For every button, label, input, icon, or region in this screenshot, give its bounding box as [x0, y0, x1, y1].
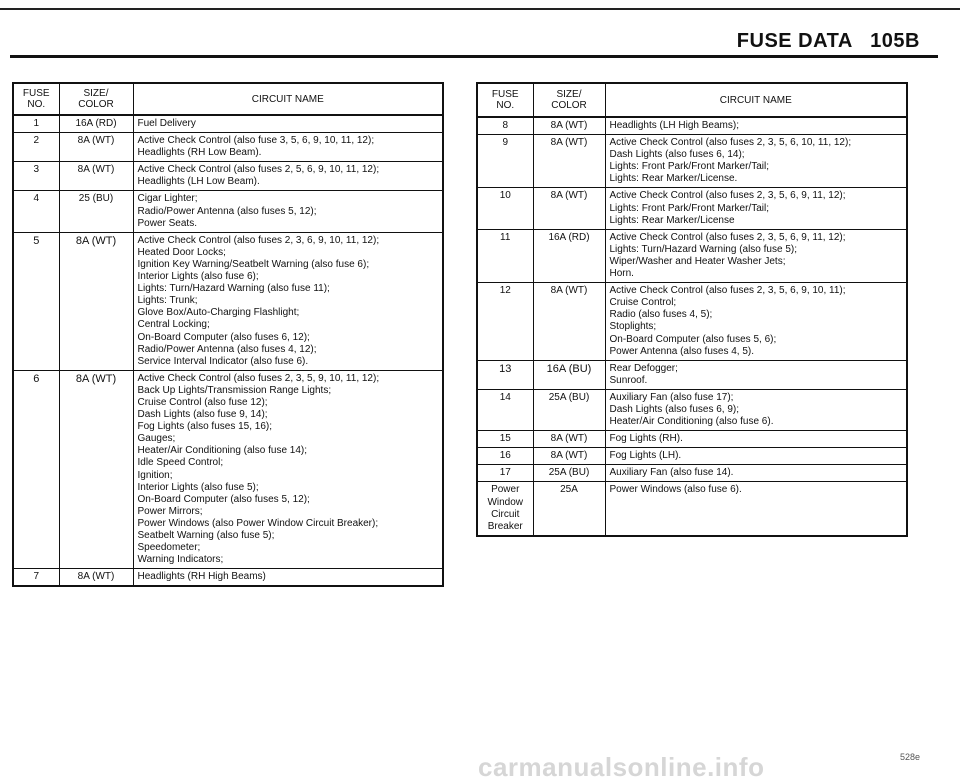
table-row	[13, 162, 443, 191]
circuit-name: Active Check Control (also fuses 2, 3, 5, 6, 9, 11, 12); Lights: Front Park/Front Marker/Tail; Lights: Rear Marker/License	[605, 188, 907, 229]
fuse-table-right	[476, 82, 908, 537]
fuse-size-color: 8A (WT)	[59, 133, 133, 162]
fuse-number: 6	[13, 370, 59, 569]
table-row	[477, 188, 907, 229]
fuse-size-color: 8A (WT)	[533, 135, 605, 188]
header-circuit-name: CIRCUIT NAME	[605, 83, 907, 117]
table-row	[477, 389, 907, 430]
circuit-name: Rear Defogger; Sunroof.	[605, 360, 907, 389]
fuse-number: 2	[13, 133, 59, 162]
circuit-name: Headlights (RH High Beams)	[133, 569, 443, 587]
table-row	[477, 229, 907, 282]
circuit-name: Active Check Control (also fuses 2, 3, 5, 6, 9, 11, 12); Lights: Turn/Hazard Warning (also fuse 5); Wiper/Washer and Heater Washer Jets; Horn.	[605, 229, 907, 282]
fuse-size-color: 16A (BU)	[533, 360, 605, 389]
table-header-row	[13, 83, 443, 115]
fuse-number: 12	[477, 283, 533, 361]
fuse-size-color: 8A (WT)	[533, 448, 605, 465]
table-row	[477, 135, 907, 188]
fuse-number: 7	[13, 569, 59, 587]
fuse-number: 9	[477, 135, 533, 188]
fuse-size-color: 8A (WT)	[59, 162, 133, 191]
table-row	[477, 465, 907, 482]
fuse-table-right-body	[477, 83, 907, 536]
circuit-name: Fog Lights (LH).	[605, 448, 907, 465]
fuse-size-color: 8A (WT)	[59, 232, 133, 370]
circuit-name: Active Check Control (also fuses 2, 3, 5, 9, 10, 11, 12); Back Up Lights/Transmission Range Lights; Cruise Control (also fuse 12); Dash Lights (also fuse 9, 14); Fog Lights (also fuses 15, 16); Gauges; Heater/Air Conditioning (also fuse 14); Idle Speed Control; Ignition; Interior Lights (also fuse 5); On-Board Computer (also fuses 5, 12); Power Mirrors; Power Windows (also Power Window Circuit Breaker); Seatbelt Warning (also fuse 5); Speedometer; Warning Indicators;	[133, 370, 443, 569]
header-size-color: SIZE/ COLOR	[533, 83, 605, 117]
top-rule	[0, 8, 960, 10]
fuse-number: 1	[13, 115, 59, 133]
circuit-name: Power Windows (also fuse 6).	[605, 482, 907, 536]
fuse-size-color: 16A (RD)	[533, 229, 605, 282]
fuse-size-color: 25A (BU)	[533, 389, 605, 430]
fuse-size-color: 8A (WT)	[533, 431, 605, 448]
table-row	[477, 448, 907, 465]
fuse-size-color: 8A (WT)	[533, 283, 605, 361]
header-fuse-no: FUSE NO.	[13, 83, 59, 115]
table-row	[477, 360, 907, 389]
fuse-size-color: 8A (WT)	[533, 117, 605, 135]
page-title: FUSE DATA 105B	[736, 30, 920, 52]
circuit-name: Fog Lights (RH).	[605, 431, 907, 448]
circuit-name: Active Check Control (also fuses 2, 3, 5, 6, 10, 11, 12); Dash Lights (also fuses 6, 14); Lights: Front Park/Front Marker/Tail; Lights: Rear Marker/License.	[605, 135, 907, 188]
fuse-size-color: 25 (BU)	[59, 191, 133, 232]
fuse-size-color: 25A	[533, 482, 605, 536]
circuit-name: Active Check Control (also fuses 2, 3, 6, 9, 10, 11, 12); Heated Door Locks; Ignition Key Warning/Seatbelt Warning (also fuse 6); Interior Lights (also fuse 6); Lights: Turn/Hazard Warning (also fuse 11); Lights: Trunk; Glove Box/Auto-Charging Flashlight; Central Locking; On-Board Computer (also fuses 6, 12); Radio/Power Antenna (also fuses 4, 12); Service Interval Indicator (also fuse 6).	[133, 232, 443, 370]
fuse-number: 13	[477, 360, 533, 389]
circuit-name: Fuel Delivery	[133, 115, 443, 133]
fuse-number: 17	[477, 465, 533, 482]
title-rule	[10, 55, 938, 58]
circuit-name: Headlights (LH High Beams);	[605, 117, 907, 135]
table-row	[477, 117, 907, 135]
circuit-name: Active Check Control (also fuses 2, 3, 5, 6, 9, 10, 11); Cruise Control; Radio (also fuses 4, 5); Stoplights; On-Board Computer (also fuses 5, 6); Power Antenna (also fuses 4, 5).	[605, 283, 907, 361]
table-row	[13, 370, 443, 569]
header-circuit-name: CIRCUIT NAME	[133, 83, 443, 115]
fuse-number: 15	[477, 431, 533, 448]
table-row	[13, 115, 443, 133]
fuse-number: Power Window Circuit Breaker	[477, 482, 533, 536]
header-size-color: SIZE/ COLOR	[59, 83, 133, 115]
circuit-name: Auxiliary Fan (also fuse 14).	[605, 465, 907, 482]
table-row	[477, 283, 907, 361]
fuse-number: 14	[477, 389, 533, 430]
circuit-name: Active Check Control (also fuses 2, 5, 6, 9, 10, 11, 12); Headlights (LH Low Beam).	[133, 162, 443, 191]
fuse-number: 3	[13, 162, 59, 191]
fuse-table-left	[12, 82, 444, 587]
table-row	[13, 232, 443, 370]
fuse-number: 10	[477, 188, 533, 229]
fuse-number: 8	[477, 117, 533, 135]
fuse-size-color: 8A (WT)	[59, 370, 133, 569]
table-row	[477, 431, 907, 448]
fuse-number: 16	[477, 448, 533, 465]
fuse-size-color: 8A (WT)	[533, 188, 605, 229]
circuit-name: Cigar Lighter; Radio/Power Antenna (also fuses 5, 12); Power Seats.	[133, 191, 443, 232]
fuse-number: 5	[13, 232, 59, 370]
fuse-number: 4	[13, 191, 59, 232]
page-code: 528e	[900, 752, 921, 762]
fuse-size-color: 16A (RD)	[59, 115, 133, 133]
header-fuse-no: FUSE NO.	[477, 83, 533, 117]
circuit-name: Active Check Control (also fuse 3, 5, 6, 9, 10, 11, 12); Headlights (RH Low Beam).	[133, 133, 443, 162]
table-row	[13, 133, 443, 162]
fuse-size-color: 8A (WT)	[59, 569, 133, 587]
watermark-text: carmanualsonline.info	[478, 752, 765, 782]
fuse-number: 11	[477, 229, 533, 282]
fuse-size-color: 25A (BU)	[533, 465, 605, 482]
table-row	[13, 191, 443, 232]
table-row	[13, 569, 443, 587]
circuit-name: Auxiliary Fan (also fuse 17); Dash Lights (also fuses 6, 9); Heater/Air Conditioning (also fuse 6).	[605, 389, 907, 430]
fuse-table-left-body	[13, 83, 443, 586]
table-row	[477, 482, 907, 536]
table-header-row	[477, 83, 907, 117]
